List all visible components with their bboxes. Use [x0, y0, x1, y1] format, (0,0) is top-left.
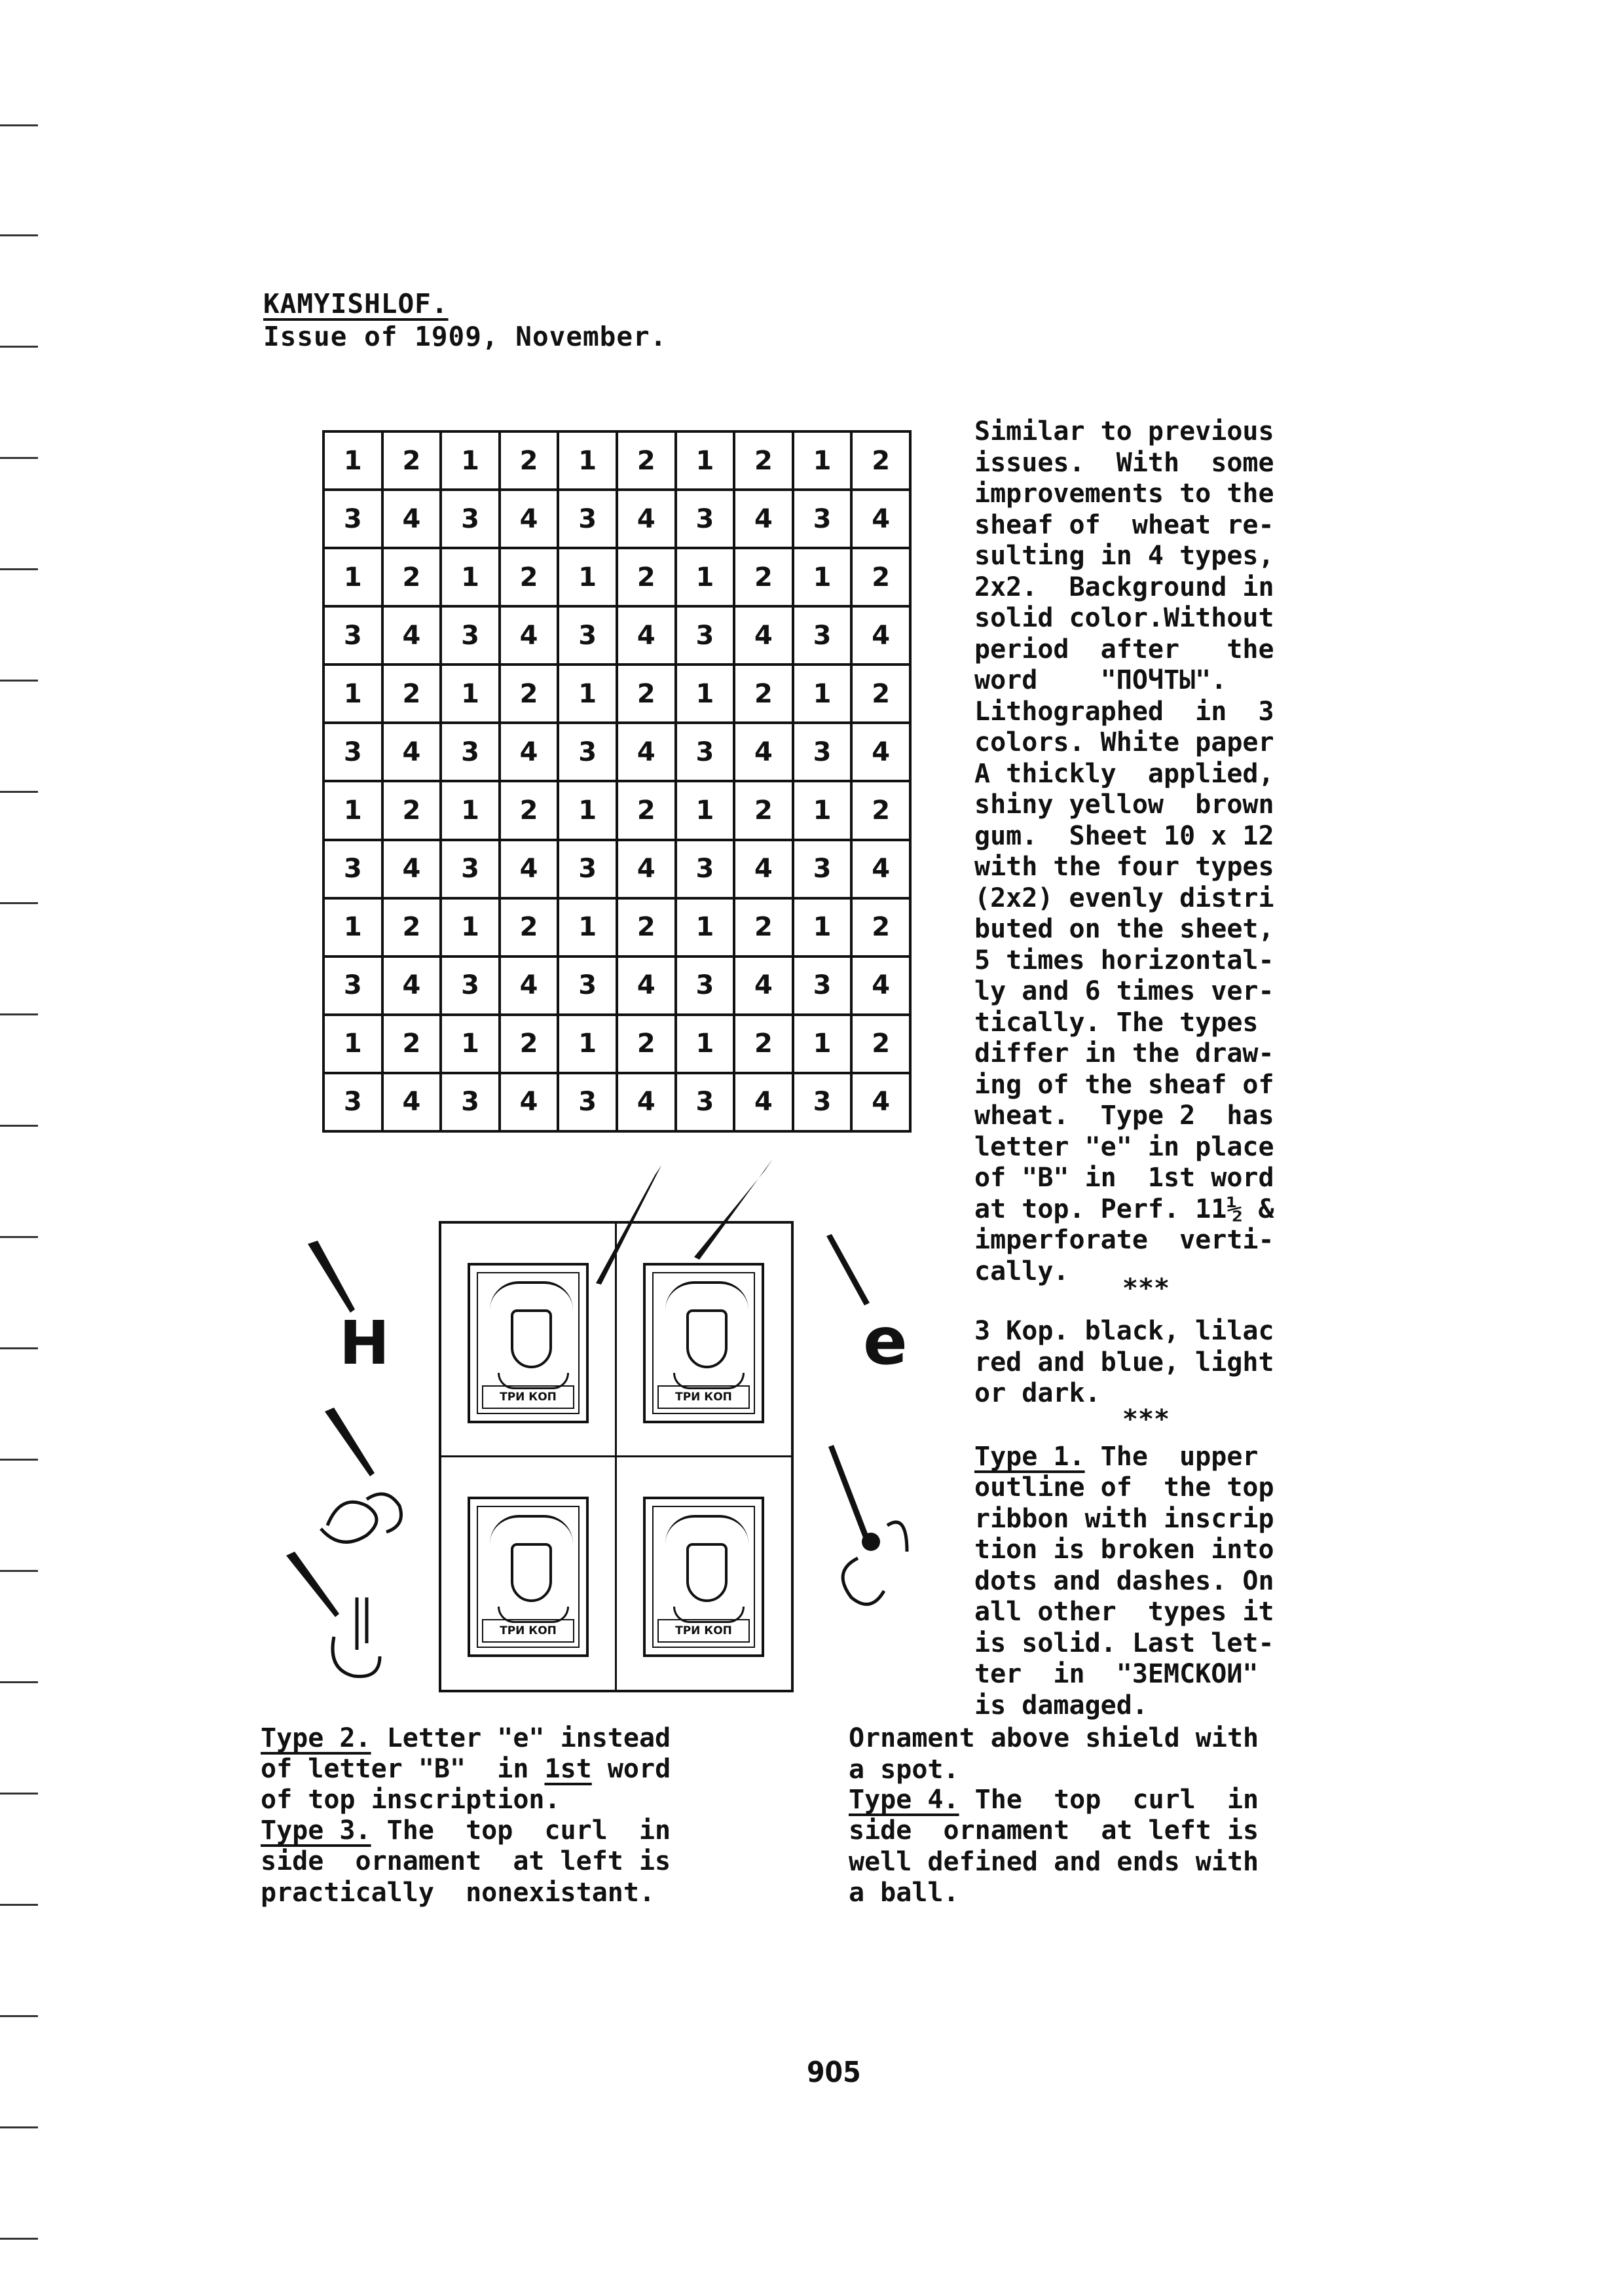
sheet-cell: 3: [441, 957, 500, 1015]
sheet-cell: 3: [323, 957, 382, 1015]
detail-letter-left: Н: [339, 1308, 390, 1378]
pointer-wedge: [325, 1408, 375, 1476]
sheet-cell: 2: [617, 781, 676, 839]
sheet-cell: 3: [676, 1073, 735, 1131]
sheet-cell: 3: [558, 723, 617, 781]
sheet-cell: 1: [676, 1015, 735, 1073]
sheet-cell: 3: [793, 606, 852, 665]
type2-line2-underlined: 1st: [544, 1754, 592, 1784]
sheet-cell: 1: [323, 1015, 382, 1073]
sheet-cell: 3: [323, 840, 382, 898]
type3-text: side ornament at left is practically nonexistant.: [261, 1846, 671, 1908]
sheet-cell: 4: [734, 723, 793, 781]
sheet-cell: 3: [323, 723, 382, 781]
sheet-cell: 4: [851, 606, 910, 665]
sheet-cell: 3: [793, 957, 852, 1015]
separator: ***: [1122, 1273, 1170, 1303]
sheet-cell: 1: [323, 781, 382, 839]
sheet-cell: 4: [382, 957, 441, 1015]
sheet-cell: 1: [558, 665, 617, 723]
sheet-cell: 2: [500, 1015, 559, 1073]
sheet-cell: 1: [793, 665, 852, 723]
sheet-cell: 4: [617, 840, 676, 898]
sheet-cell: 4: [382, 723, 441, 781]
sheet-cell: 3: [558, 606, 617, 665]
sheet-cell: 1: [676, 548, 735, 606]
ornament-ball-icon: [862, 1533, 880, 1551]
type1-first: The upper: [1084, 1442, 1259, 1472]
sheet-cell: 3: [323, 606, 382, 665]
sheet-cell: 3: [793, 723, 852, 781]
sheet-cell: 2: [500, 898, 559, 957]
stamp-denomination: ТРИ КОП: [482, 1619, 574, 1643]
stamp-denomination: ТРИ КОП: [482, 1385, 574, 1409]
sheet-cell: 2: [734, 781, 793, 839]
type4-line1-rest: The top curl in: [959, 1785, 1259, 1815]
sheet-cell: 3: [558, 490, 617, 548]
sheet-cell: 3: [558, 957, 617, 1015]
sheet-cell: 3: [676, 606, 735, 665]
sheet-cell: 3: [558, 1073, 617, 1131]
sheet-cell: 3: [323, 1073, 382, 1131]
sheet-cell: 1: [558, 431, 617, 490]
sheet-cell: 2: [851, 898, 910, 957]
sheet-cell: 4: [851, 490, 910, 548]
type4-label: Type 4.: [849, 1785, 959, 1815]
sheet-cell: 4: [851, 723, 910, 781]
separator: ***: [1122, 1404, 1170, 1434]
sheet-cell: 2: [734, 431, 793, 490]
pointer-wedge: [826, 1234, 870, 1305]
type2-line3: of top inscription.: [261, 1785, 561, 1815]
sheet-cell: 2: [851, 431, 910, 490]
sheet-cell: 2: [500, 781, 559, 839]
pointer-wedge: [308, 1241, 355, 1313]
page-title: KAMYISHLOF.: [263, 288, 449, 319]
sheet-cell: 1: [441, 548, 500, 606]
sheet-cell: 2: [617, 431, 676, 490]
sheet-cell: 4: [500, 1073, 559, 1131]
sheet-cell: 2: [851, 548, 910, 606]
sheet-cell: 4: [734, 606, 793, 665]
sheet-cell: 2: [382, 898, 441, 957]
type3-line1-rest: The top curl in: [371, 1815, 671, 1846]
sheet-cell: 4: [851, 1073, 910, 1131]
sheet-cell: 1: [558, 898, 617, 957]
sheet-cell: 2: [617, 1015, 676, 1073]
sheet-cell: 3: [441, 1073, 500, 1131]
sheet-cell: 2: [617, 665, 676, 723]
sheet-cell: 1: [676, 665, 735, 723]
sheet-cell: 1: [793, 898, 852, 957]
sheet-cell: 4: [500, 723, 559, 781]
sheet-cell: 1: [441, 898, 500, 957]
sheet-cell: 2: [851, 665, 910, 723]
sheet-cell: 1: [441, 431, 500, 490]
sheet-cell: 4: [500, 957, 559, 1015]
sheet-cell: 1: [323, 898, 382, 957]
ornament-curl-icon: [321, 1494, 401, 1542]
sheet-cell: 4: [382, 840, 441, 898]
type1-text: outline of the top ribbon with inscrip tion is broken into dots and dashes. On all other types it is solid. Last let- ter in "ЗЕМСКОИ" is damaged.: [974, 1472, 1274, 1721]
stamp-denomination: ТРИ КОП: [657, 1385, 750, 1409]
ornament-curl-icon: [333, 1597, 380, 1677]
sheet-cell: 3: [441, 490, 500, 548]
sheet-cell: 4: [734, 490, 793, 548]
type1-label: Type 1.: [974, 1442, 1085, 1472]
type2-line2-pre: of letter "B" in: [261, 1754, 545, 1784]
sheet-cell: 3: [441, 723, 500, 781]
pointer-wedge: [828, 1445, 870, 1541]
sheet-cell: 1: [441, 781, 500, 839]
sheet-cell: 1: [676, 781, 735, 839]
sheet-cell: 1: [323, 665, 382, 723]
sheet-cell: 3: [676, 840, 735, 898]
sheet-cell: 3: [441, 840, 500, 898]
sheet-cell: 1: [676, 431, 735, 490]
sheet-cell: 1: [793, 781, 852, 839]
sheet-cell: 4: [617, 606, 676, 665]
sheet-cell: 3: [793, 840, 852, 898]
values-text: 3 Kop. black, lilac red and blue, light or dark.: [974, 1316, 1274, 1408]
sheet-cell: 3: [323, 490, 382, 548]
sheet-cell: 2: [382, 1015, 441, 1073]
sheet-cell: 1: [441, 1015, 500, 1073]
sheet-cell: 4: [617, 1073, 676, 1131]
issue-subtitle: Issue of 1909, November.: [263, 321, 667, 352]
sheet-cell: 1: [558, 1015, 617, 1073]
sheet-cell: 1: [676, 898, 735, 957]
sheet-cell: 2: [617, 898, 676, 957]
sheet-cell: 2: [617, 548, 676, 606]
sheet-cell: 2: [382, 548, 441, 606]
sheet-cell: 4: [500, 490, 559, 548]
sheet-cell: 1: [323, 548, 382, 606]
sheet-cell: 1: [323, 431, 382, 490]
type2-label: Type 2.: [261, 1723, 371, 1753]
sheet-cell: 1: [793, 548, 852, 606]
sheet-cell: 4: [617, 723, 676, 781]
sheet-cell: 4: [734, 957, 793, 1015]
sheet-cell: 4: [734, 1073, 793, 1131]
sheet-cell: 4: [851, 957, 910, 1015]
sheet-cell: 4: [734, 840, 793, 898]
sheet-cell: 4: [500, 840, 559, 898]
detail-letter-right: е: [863, 1303, 908, 1379]
sheet-cell: 1: [793, 1015, 852, 1073]
sheet-cell: 2: [500, 548, 559, 606]
sheet-cell: 3: [558, 840, 617, 898]
sheet-cell: 4: [617, 490, 676, 548]
pointer-wedge: [694, 1159, 773, 1260]
sheet-cell: 4: [617, 957, 676, 1015]
sheet-cell: 2: [734, 898, 793, 957]
description-text: Similar to previous issues. With some improvements to the sheaf of wheat re- sulting in 4 types, 2x2. Background in solid color.Without period after the word "ПОЧТЫ". Lithographed in 3 colors. White paper A thickly applied, shiny yellow brown gum. Sheet 10 x 12 with the four types (2x2) evenly distri buted on the sheet, 5 times horizontal- ly and 6 times ver- tically. The types differ in the draw- ing of the sheaf of wheat. Type 2 has letter "e" in place of "B" in 1st word at top. Perf. 11½ & imperforate verti- cally.: [974, 416, 1274, 1286]
sheet-cell: 2: [500, 431, 559, 490]
sheet-cell: 4: [382, 490, 441, 548]
sheet-cell: 2: [734, 548, 793, 606]
sheet-cell: 3: [793, 1073, 852, 1131]
sheet-cell: 2: [851, 781, 910, 839]
sheet-cell: 1: [441, 665, 500, 723]
sheet-cell: 2: [382, 665, 441, 723]
ornament-text: Ornament above shield with a spot.: [849, 1723, 1259, 1785]
sheet-cell: 3: [676, 490, 735, 548]
sheet-cell: 4: [500, 606, 559, 665]
sheet-cell: 2: [851, 1015, 910, 1073]
sheet-cell: 3: [793, 490, 852, 548]
sheet-cell: 1: [558, 548, 617, 606]
stamp-denomination: ТРИ КОП: [657, 1619, 750, 1643]
type2-line1-rest: Letter "e" instead: [371, 1723, 671, 1753]
sheet-cell: 3: [676, 957, 735, 1015]
page-number: 905: [807, 2056, 861, 2089]
sheet-cell: 3: [441, 606, 500, 665]
pointer-wedge: [286, 1552, 339, 1617]
sheet-cell: 2: [382, 781, 441, 839]
sheet-cell: 1: [558, 781, 617, 839]
type3-label: Type 3.: [261, 1815, 371, 1846]
pointer-wedge: [596, 1165, 661, 1285]
sheet-cell: 3: [676, 723, 735, 781]
sheet-cell: 1: [793, 431, 852, 490]
sheet-cell: 2: [500, 665, 559, 723]
sheet-cell: 2: [734, 1015, 793, 1073]
type4-text: side ornament at left is well defined and ends with a ball.: [849, 1815, 1259, 1908]
sheet-cell: 4: [382, 606, 441, 665]
sheet-cell: 4: [382, 1073, 441, 1131]
sheet-cell: 4: [851, 840, 910, 898]
type2-line2-post: word: [591, 1754, 671, 1784]
sheet-cell: 2: [734, 665, 793, 723]
sheet-cell: 2: [382, 431, 441, 490]
